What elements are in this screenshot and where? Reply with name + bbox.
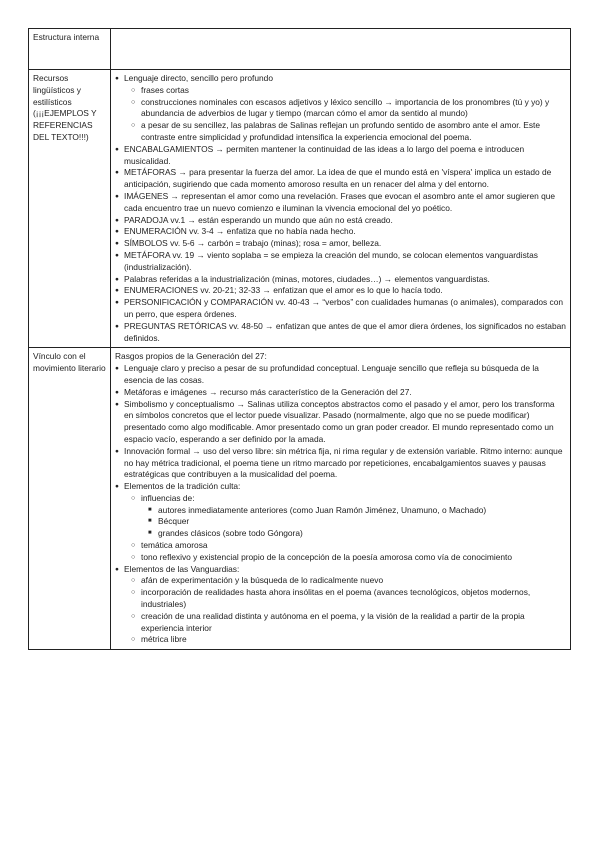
row-label-resources: Recursos lingüísticos y estilísticos (¡¡¡EJEMPLOS Y REFERENCIAS DEL TEXTO!!!) xyxy=(29,70,111,348)
sublist-item: ○ frases cortas xyxy=(131,85,566,97)
list-item: ● METÁFORA vv. 19 → viento soplaba = se empieza la creación del mundo, se colocan elementos vanguardistas (industrialización). xyxy=(115,250,566,274)
sublist xyxy=(131,575,566,646)
list-item-text: Lenguaje directo, sencillo pero profundo xyxy=(124,73,273,83)
row-label-structure: Estructura interna xyxy=(29,29,111,70)
list-item: ● ENUMERACIÓN vv. 3-4 → enfatiza que no había nada hecho. xyxy=(115,226,566,238)
sublist-item: ○ tono reflexivo y existencial propio de la concepción de la poesía amorosa como vía de conocimiento xyxy=(131,552,566,564)
list-item: ● Palabras referidas a la industrialización (minas, motores, ciudades…) → elementos vanguardistas. xyxy=(115,274,566,286)
list-item: ● Innovación formal → uso del verso libre: sin métrica fija, ni rima regular y de extensión variable. Ritmo interno: aunque no hay métrica tradicional, el poema tiene un ritmo marcado por repeticiones, encabalgamientos suaves y pausas estratégicas que contribuyen a la musicalidad del poema. xyxy=(115,446,566,481)
subsublist-item: ■ Bécquer xyxy=(148,516,566,528)
row-content-structure xyxy=(111,29,571,70)
sublist-item: ○ creación de una realidad distinta y autónoma en el poema, y la visión de la realidad a partir de la propia experiencia interior xyxy=(131,611,566,635)
table-row-movement xyxy=(29,348,571,650)
sublist-item: ○ incorporación de realidades hasta ahora insólitas en el poema (avances tecnológicos, objetos modernos, industriales) xyxy=(131,587,566,611)
sublist-item: ○ construcciones nominales con escasos adjetivos y léxico sencillo → importancia de los pronombres (tú y yo) y abundancia de adverbios de lugar y tiempo (marcan cómo el amor da sentido al mundo) xyxy=(131,97,566,121)
list-item: ● PARADOJA vv.1 → están esperando un mundo que aún no está creado. xyxy=(115,215,566,227)
list-item: ● PERSONIFICACIÓN y COMPARACIÓN vv. 40-43 → “verbos” con cualidades humanas (o animales), comparados con un perro, que espera órdenes. xyxy=(115,297,566,321)
sublist-item: ○ métrica libre xyxy=(131,634,566,646)
row-content-resources xyxy=(111,70,571,348)
table-row-resources xyxy=(29,70,571,348)
subsublist-item: ■ autores inmediatamente anteriores (como Juan Ramón Jiménez, Unamuno, o Machado) xyxy=(148,505,566,517)
list-item-text: Elementos de la tradición culta: xyxy=(124,481,241,492)
list-item xyxy=(115,73,566,144)
movement-list xyxy=(115,363,566,646)
list-item: ● ENUMERACIONES vv. 20-21; 32-33 → enfatizan que el amor es lo que lo hacía todo. xyxy=(115,285,566,297)
resources-list xyxy=(115,73,566,344)
list-item: ● Lenguaje claro y preciso a pesar de su profundidad conceptual. Lenguaje sencillo que refleja su búsqueda de la esencia de las cosas. xyxy=(115,363,566,387)
list-item: ● IMÁGENES → representan el amor como una revelación. Frases que evocan el asombro ante el amor sugieren que cada encuentro trae un nuevo comienzo e iluminan la vivencia emocional del yo poético. xyxy=(115,191,566,215)
list-item-text: Elementos de las Vanguardias: xyxy=(124,563,240,574)
list-item xyxy=(115,481,566,564)
sublist-item-text: influencias de: xyxy=(141,492,195,503)
list-item: ● SÍMBOLOS vv. 5-6 → carbón = trabajo (minas); rosa = amor, belleza. xyxy=(115,238,566,250)
sublist xyxy=(131,85,566,144)
sublist-item: ○ temática amorosa xyxy=(131,540,566,552)
list-item xyxy=(115,564,566,647)
row-label-movement: Vínculo con el movimiento literario xyxy=(29,348,111,650)
table-row-structure xyxy=(29,29,571,70)
analysis-table xyxy=(28,28,571,650)
sublist-item: ○ afán de experimentación y la búsqueda de lo radicalmente nuevo xyxy=(131,575,566,587)
list-item: ● Simbolismo y conceptualismo → Salinas utiliza conceptos abstractos como el pasado y el amor, pero los transforma en símbolos concretos que el lector puede visualizar. Pasado (normalmente, algo que no se puede modificar) presentado como algo modificable. Amor presentado como un gran poder creador. El mundo representado como un espacio vacío, esperando a ser definido por la amada. xyxy=(115,399,566,446)
list-item: ● Metáforas e imágenes → recurso más característico de la Generación del 27. xyxy=(115,387,566,399)
sublist xyxy=(131,493,566,564)
list-item: ● PREGUNTAS RETÓRICAS vv. 48-50 → enfatizan que antes de que el amor diera órdenes, los significados no estaban definidos. xyxy=(115,321,566,345)
sublist-item xyxy=(131,493,566,540)
row-content-movement xyxy=(111,348,571,650)
list-item: ● METÁFORAS → para presentar la fuerza del amor. La idea de que el mundo está en 'víspera' implica un estado de anticipación, sugiriendo que cada momento amoroso resulta en un renacer del alma y del entorno. xyxy=(115,167,566,191)
sublist-item: ○ a pesar de su sencillez, las palabras de Salinas reflejan un profundo sentido de asombro ante el amor. Este contraste entre simplicidad y profundidad intensifica la experiencia emocional del poema. xyxy=(131,120,566,144)
subsublist-item: ■ grandes clásicos (sobre todo Góngora) xyxy=(148,528,566,540)
list-item: ● ENCABALGAMIENTOS → permiten mantener la continuidad de las ideas a lo largo del poema e introducen musicalidad. xyxy=(115,144,566,168)
movement-intro: Rasgos propios de la Generación del 27: xyxy=(115,351,267,362)
subsublist xyxy=(148,505,566,540)
